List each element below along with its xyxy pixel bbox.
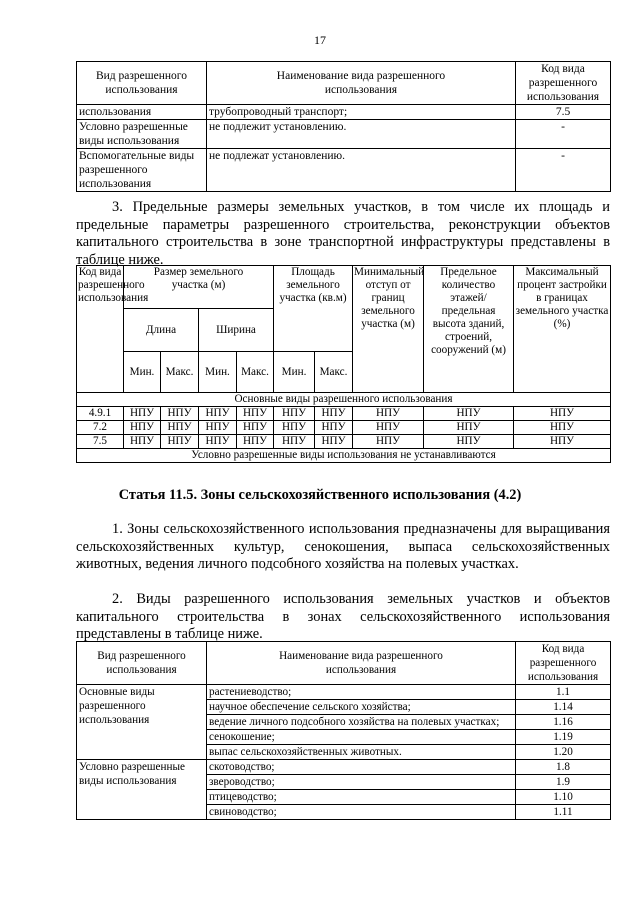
header-coverage: Максимальный процент застройки в границах земельного участка (%) [514,266,611,393]
header-code: Код вида разрешенного использования [516,642,611,685]
paragraph-text: 2. Виды разрешенного использования земельных участков и объектов капитального строительства в зонах сельскохозяйственного использования представлены в таблице ниже. [76,591,610,642]
header-name: Наименование вида разрешенного использования [207,62,516,105]
cell-name: не подлежат установлению. [207,149,516,192]
cell-value: НПУ [161,421,199,435]
cell-value: НПУ [424,407,514,421]
section-conditional-row: Условно разрешенные виды использования не устанавливаются [77,449,611,463]
cell-value: НПУ [199,435,237,449]
cell-value: НПУ [514,435,611,449]
table-row [77,435,611,449]
header-floors: Предельное количество этажей/ предельная высота зданий, строений, сооружений (м) [424,266,514,393]
cell-value: НПУ [237,435,274,449]
paragraph-3 [76,199,610,269]
table-header-row [77,642,611,685]
cell-value: НПУ [315,435,353,449]
header-length-min: Мин. [124,352,161,393]
header-width-min: Мин. [199,352,237,393]
cell-code: 1.14 [516,700,611,715]
cell-code: 1.19 [516,730,611,745]
header-length-max: Макс. [161,352,199,393]
cell-code: 1.16 [516,715,611,730]
cell-value: НПУ [514,421,611,435]
cell-kind-main: Основные виды разрешенного использования [77,685,207,760]
paragraph-s2 [76,591,610,644]
cell-kind: использования [77,105,207,120]
header-kind: Вид разрешенного использования [77,642,207,685]
cell-name: выпас сельскохозяйственных животных. [207,745,516,760]
cell-value: НПУ [237,407,274,421]
table-row [77,120,611,149]
table-row [77,685,611,700]
cell-name: скотоводство; [207,760,516,775]
table-row [77,105,611,120]
cell-value: НПУ [274,407,315,421]
article-heading: Статья 11.5. Зоны сельскохозяйственного использования (4.2) [118,487,522,503]
cell-name: трубопроводный транспорт; [207,105,516,120]
cell-name: научное обеспечение сельского хозяйства; [207,700,516,715]
table-header-row [77,62,611,105]
cell-name: звероводство; [207,775,516,790]
section-main-row: Основные виды разрешенного использования [77,393,611,407]
table-row [77,760,611,775]
paragraph-text: 1. Зоны сельскохозяйственного использования предназначены для выращивания сельскохозяйственных культур, сенокошения, выпаса сельскохозяйственных животных, ведения личного подсобного хозяйства на полевых участках. [76,521,610,572]
header-setback: Минимальный отступ от границ земельного участка (м) [353,266,424,393]
cell-value: НПУ [274,435,315,449]
cell-code: 1.1 [516,685,611,700]
header-name: Наименование вида разрешенного использования [207,642,516,685]
cell-code: - [516,120,611,149]
cell-name: не подлежит установлению. [207,120,516,149]
cell-value: НПУ [353,407,424,421]
cell-code: 7.2 [77,421,124,435]
cell-code: 1.20 [516,745,611,760]
header-kind: Вид разрешенного использования [77,62,207,105]
cell-value: НПУ [353,435,424,449]
cell-value: НПУ [274,421,315,435]
cell-name: птицеводство; [207,790,516,805]
paragraph-s1 [76,521,610,574]
table-row [77,149,611,192]
cell-value: НПУ [353,421,424,435]
table-row [77,407,611,421]
header-size: Размер земельного участка (м) [124,266,274,309]
cell-kind: Вспомогательные виды разрешенного использования [77,149,207,192]
table-row [77,421,611,435]
cell-value: НПУ [124,435,161,449]
header-area: Площадь земельного участка (кв.м) [274,266,353,352]
cell-value: НПУ [124,421,161,435]
cell-code: 1.8 [516,760,611,775]
header-code: Код вида разрешенного использования [516,62,611,105]
cell-code: 7.5 [516,105,611,120]
cell-code: 1.11 [516,805,611,820]
header-area-max: Макс. [315,352,353,393]
cell-value: НПУ [315,407,353,421]
cell-value: НПУ [424,421,514,435]
cell-kind-conditional: Условно разрешенные виды использования [77,760,207,820]
cell-value: НПУ [514,407,611,421]
cell-value: НПУ [161,407,199,421]
header-area-min: Мин. [274,352,315,393]
cell-name: свиноводство; [207,805,516,820]
cell-code: 7.5 [77,435,124,449]
page-number: 17 [314,33,326,47]
table-parameters [76,265,611,463]
table-permitted-uses-agricultural [76,641,611,820]
cell-code: - [516,149,611,192]
paragraph-text: 3. Предельные размеры земельных участков, в том числе их площадь и предельные параметры разрешенного строительства, реконструкции объектов капитального строительства в зоне транспортной инфраструктуры представлены в таблице ниже. [76,199,610,268]
cell-value: НПУ [237,421,274,435]
cell-value: НПУ [124,407,161,421]
header-width-max: Макс. [237,352,274,393]
cell-name: сенокошение; [207,730,516,745]
cell-value: НПУ [161,435,199,449]
header-code: Код вида разрешенного использования [77,266,124,393]
cell-code: 1.9 [516,775,611,790]
cell-code: 4.9.1 [77,407,124,421]
cell-value: НПУ [424,435,514,449]
cell-value: НПУ [199,407,237,421]
cell-value: НПУ [199,421,237,435]
table-permitted-uses-transport [76,61,611,192]
cell-value: НПУ [315,421,353,435]
cell-kind: Условно разрешенные виды использования [77,120,207,149]
header-length: Длина [124,309,199,352]
cell-name: растениеводство; [207,685,516,700]
header-width: Ширина [199,309,274,352]
cell-name: ведение личного подсобного хозяйства на полевых участках; [207,715,516,730]
cell-code: 1.10 [516,790,611,805]
